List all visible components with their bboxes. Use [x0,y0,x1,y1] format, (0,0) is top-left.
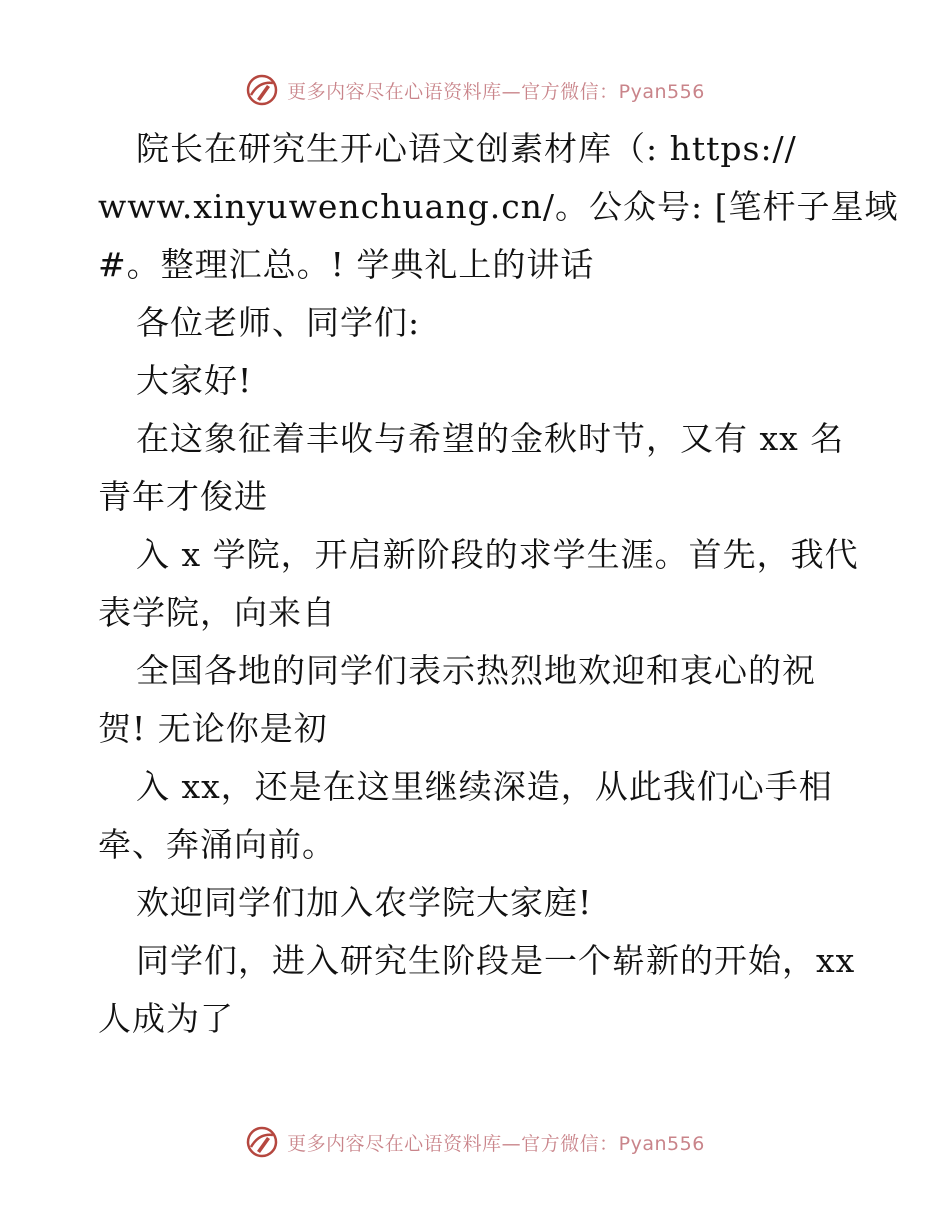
text-line: #。整理汇总。! 学典礼上的讲话 [98,245,595,284]
document-body [98,120,899,1048]
text-line: www.xinyuwenchuang.cn/。公众号: [笔杆子星域 [98,187,899,226]
text-line: 在这象征着丰收与希望的金秋时节，又有 xx 名 [136,419,845,458]
text-line: 牵、奔涌向前。 [98,825,336,864]
text-line: 欢迎同学们加入农学院大家庭! [136,883,593,922]
pen-swirl-logo-icon [245,73,279,107]
footer-watermark-text: 更多内容尽在心语资料库—官方微信：Pyan556 [287,1132,705,1155]
text-line: 各位老师、同学们: [136,303,421,342]
header-watermark-text: 更多内容尽在心语资料库—官方微信：Pyan556 [287,80,705,103]
text-line: 贺! 无论你是初 [98,709,328,748]
text-line: 入 xx，还是在这里继续深造，从此我们心手相 [136,767,833,806]
text-line: 同学们，进入研究生阶段是一个崭新的开始，xx [136,941,856,980]
footer-watermark [0,1122,950,1162]
text-line: 大家好! [136,361,253,400]
pen-swirl-logo-icon [245,1125,279,1159]
text-line: 院长在研究生开心语文创素材库（: https:// [136,129,797,168]
text-line: 入 x 学院，开启新阶段的求学生涯。首先，我代 [136,535,859,574]
text-line: 表学院，向来自 [98,593,336,632]
text-line: 人成为了 [98,999,234,1038]
text-line: 青年才俊进 [98,477,268,516]
text-line: 全国各地的同学们表示热烈地欢迎和衷心的祝 [136,651,816,690]
header-watermark [0,70,950,110]
